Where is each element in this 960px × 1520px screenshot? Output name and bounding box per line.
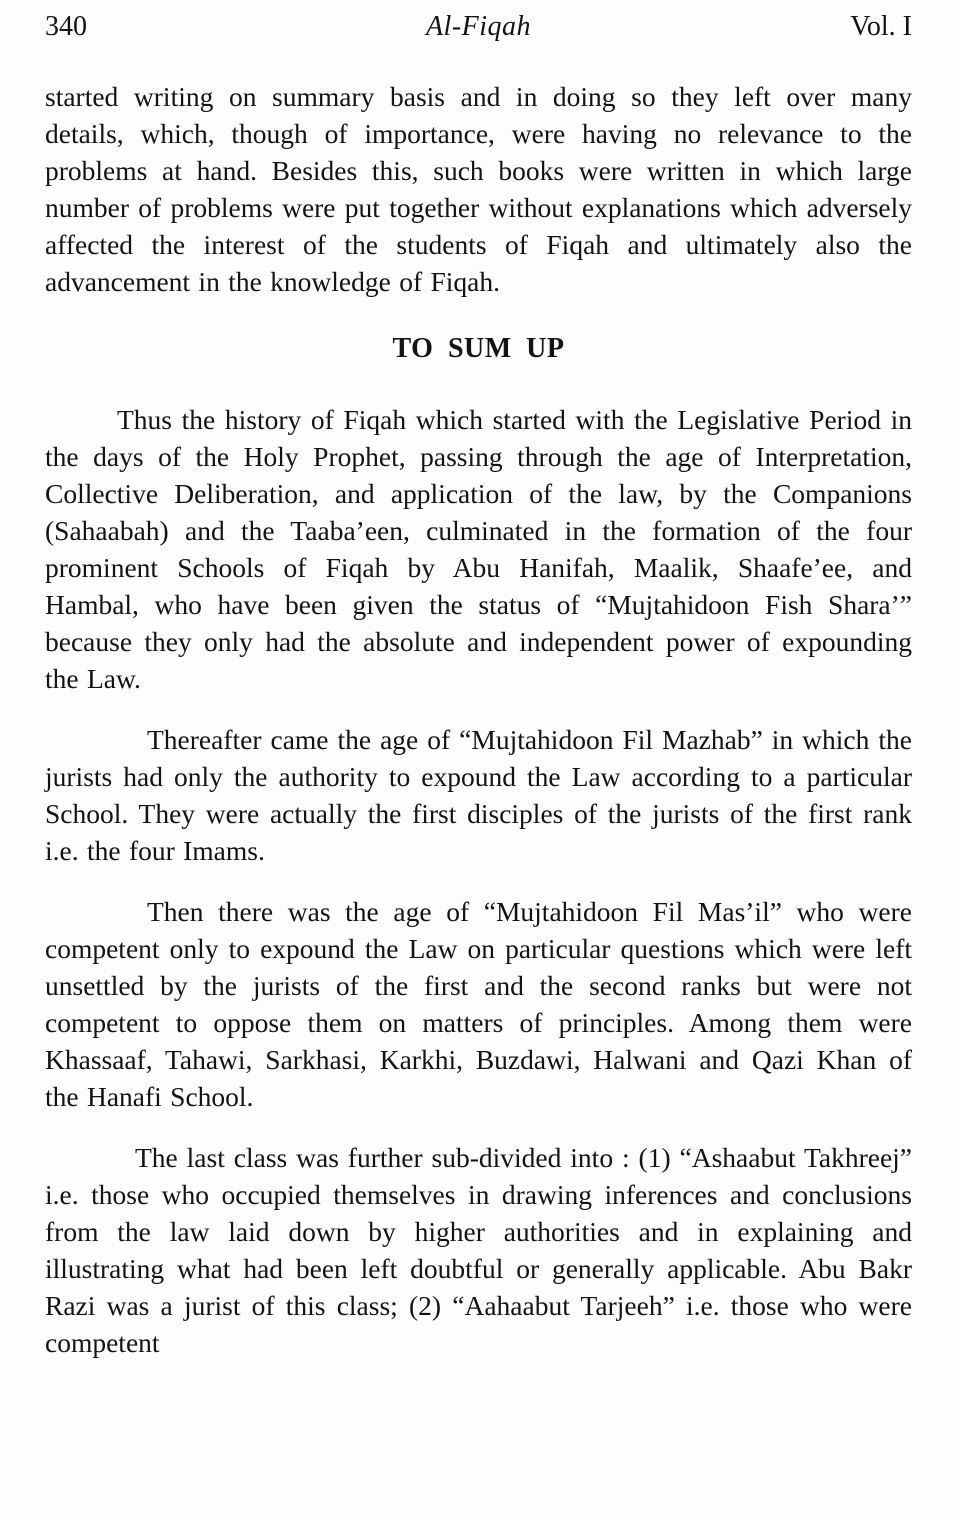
paragraph-mujtahidoon-fil-masil: Then there was the age of “Mujtahidoon Fil Mas’il” who were competent only to expound the Law on particular questions which were left unsettled by the jurists of the first and the second ranks but were not competent to oppose them on matters of principles. Among them were Khassaaf, Tahawi, Sarkhasi, Karkhi, Buzdawi, Halwani and Qazi Khan of the Hanafi School.: [45, 896, 912, 1112]
page-header: [45, 10, 912, 44]
page-body: [45, 78, 912, 1361]
volume-label: Vol. I: [850, 11, 912, 42]
page-number: 340: [45, 11, 87, 42]
paragraph-mujtahidoon-fil-mazhab: Thereafter came the age of “Mujtahidoon Fil Mazhab” in which the jurists had only the authority to expound the Law according to a particular School. They were actually the first disciples of the jurists of the first rank i.e. the four Imams.: [45, 724, 912, 866]
paragraph-history-of-fiqah: Thus the history of Fiqah which started with the Legislative Period in the days of the Holy Prophet, passing through the age of Interpretation, Collective Deliberation, and application of the law, by the Companions (Sahaabah) and the Taaba’een, culminated in the formation of the four prominent Schools of Fiqah by Abu Hanifah, Maalik, Shaafe’ee, and Hambal, who have been given the status of “Mujtahidoon Fish Shara’” because they only had the absolute and independent power of expounding the Law.: [45, 404, 912, 694]
paragraph-last-class-subdivided: The last class was further sub-divided into : (1) “Ashaabut Takhreej” i.e. those who occupied themselves in drawing inferences and conclusions from the law laid down by higher authorities and in explaining and illustrating what had been left doubtful or generally applicable. Abu Bakr Razi was a jurist of this class; (2) “Aahaabut Tarjeeh” i.e. those who were competent: [45, 1142, 912, 1358]
book-title: Al-Fiqah: [425, 11, 532, 42]
paragraph-continuation: started writing on summary basis and in doing so they left over many details, which, though of importance, were having no relevance to the problems at hand. Besides this, such books were written in which large number of problems were put together without explanations which adversely affected the interest of the students of Fiqah and ultimately also the advancement in the knowledge of Fiqah.: [45, 81, 912, 297]
section-heading: TO SUM UP: [392, 333, 565, 364]
